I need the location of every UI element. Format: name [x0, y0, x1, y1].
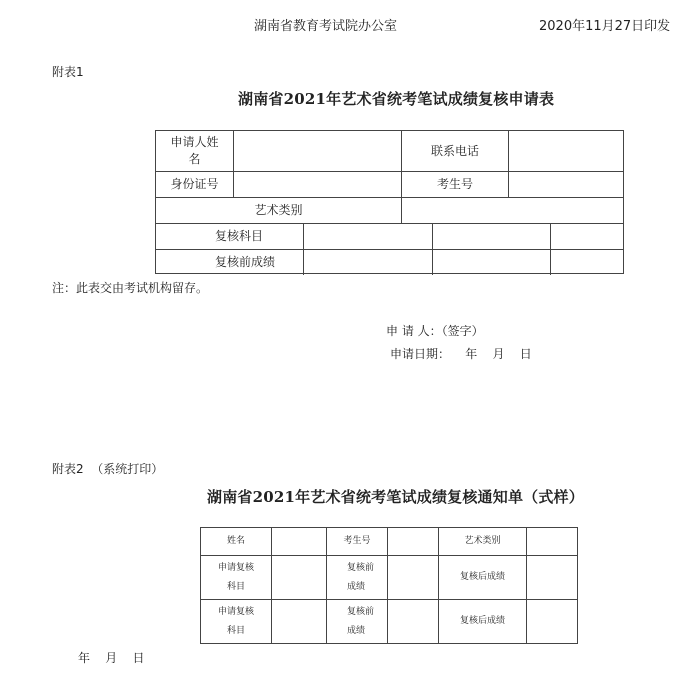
review-subject-field-1[interactable] [304, 224, 432, 249]
apply-subject-field[interactable] [272, 556, 326, 599]
apply-subject-label-line1: 申请复核 [217, 562, 254, 573]
score-before-field[interactable] [388, 556, 438, 599]
name-field[interactable] [272, 528, 326, 555]
applicant-name-label: 申请人姓名 [170, 135, 219, 166]
score-after-label: 复核后成绩 [459, 572, 505, 582]
score-after-field[interactable] [527, 556, 577, 599]
score-before-label-line2: 成绩 [347, 581, 366, 592]
exam-number-field[interactable] [388, 528, 438, 555]
review-subject-field-3[interactable] [551, 224, 623, 249]
score-before-label-line2: 成绩 [347, 625, 366, 636]
exam-number-label: 考生号 [343, 536, 371, 546]
score-before-field-2[interactable] [433, 250, 550, 274]
exam-number-label: 考生号 [436, 177, 473, 191]
issue-date: 2020年11月27日印发 [539, 19, 671, 34]
form-1-note: 注：此表交由考试机构留存。 [52, 281, 209, 295]
score-before-field[interactable] [388, 600, 438, 643]
apply-subject-label [201, 600, 271, 643]
attachment-1-label: 附表1 [52, 65, 84, 79]
issuing-office: 湖南省教育考试院办公室 [254, 19, 398, 34]
score-before-field-3[interactable] [551, 250, 623, 274]
score-before-label [327, 600, 387, 643]
score-before-field-1[interactable] [304, 250, 432, 274]
id-card-label: 身份证号 [170, 177, 219, 191]
apply-subject-label-line2: 科目 [226, 625, 245, 636]
applicant-signature-line: 申 请 人：（签字） [386, 324, 484, 338]
review-subject-label: 复核科目 [214, 229, 263, 243]
form-2-title: 湖南省2021年艺术省统考笔试成绩复核通知单（式样） [207, 488, 584, 506]
apply-subject-label-line1: 申请复核 [217, 606, 254, 617]
score-after-field[interactable] [527, 600, 577, 643]
review-subject-field-2[interactable] [433, 224, 550, 249]
score-before-label-line1: 复核前 [347, 562, 375, 573]
score-before-label: 复核前成绩 [214, 254, 275, 269]
form-1-title: 湖南省2021年艺术省统考笔试成绩复核申请表 [238, 90, 555, 108]
name-label: 姓名 [226, 536, 245, 546]
art-category-label: 艺术类别 [464, 536, 501, 546]
exam-number-field[interactable] [509, 172, 623, 197]
art-category-field[interactable] [402, 198, 623, 223]
apply-date-line: 申请日期： 年 月 日 [390, 347, 532, 361]
apply-subject-field[interactable] [272, 600, 326, 643]
notice-date-line: 年 月 日 [78, 651, 145, 665]
review-application-table [155, 130, 624, 274]
phone-label: 联系电话 [430, 143, 479, 158]
applicant-name-field[interactable] [234, 131, 401, 171]
art-category-label: 艺术类别 [254, 203, 303, 217]
score-before-label [327, 556, 387, 599]
art-category-field[interactable] [527, 528, 577, 555]
score-before-label-line1: 复核前 [347, 606, 375, 617]
review-notice-table [200, 527, 578, 644]
apply-subject-label [201, 556, 271, 599]
score-after-label: 复核后成绩 [459, 616, 505, 626]
id-card-field[interactable] [234, 172, 401, 197]
apply-subject-label-line2: 科目 [226, 581, 245, 592]
phone-field[interactable] [509, 131, 623, 171]
attachment-2-label: 附表2 （系统打印） [52, 462, 164, 476]
